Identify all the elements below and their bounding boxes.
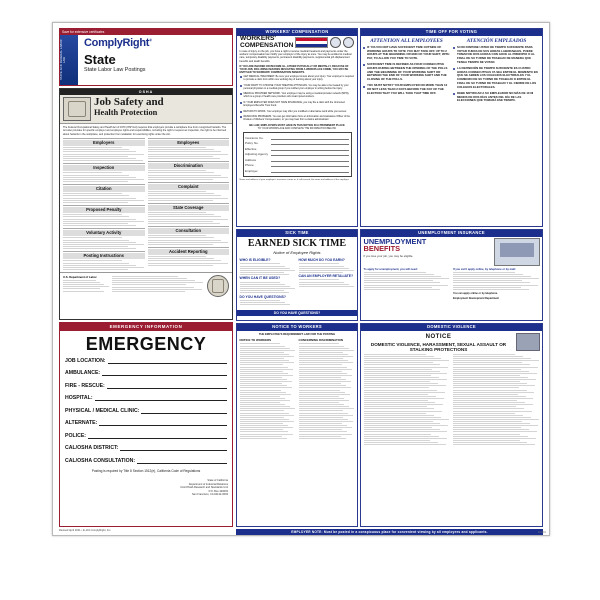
domestic-violence-header: DOMESTIC VIOLENCE	[361, 324, 542, 331]
state-seal-icon	[330, 37, 341, 48]
workers-comp-field[interactable]	[245, 169, 349, 173]
emergency-credit-line: CAL/OSHA Research and Standards Unit	[180, 486, 228, 490]
emergency-footnote: Posting is required by Title 8 Section 1512(e), California Code of Regulations	[91, 469, 201, 474]
workers-comp-bullet	[240, 115, 355, 121]
agency-seal-icon	[343, 37, 354, 48]
workers-comp-q1: IF YOU ARE INJURED OR BECOME ILL, EITHER PHYSICALLY OR MENTALLY, BECAUSE OF YOUR JOB, INCLUDING INJURIES RESULTING FROM A WORKPLACE CRIME, YOU MAY BE ENTITLED TO WORKERS' COMPENSATION BENEFITS.	[239, 64, 349, 74]
voting-bullet-text: DEBE NOTIFICAR A SU EMPLEADOR NO MÁS DE 10 NI MENOS DE DOS DÍAS ANTES DEL DÍA DE LAS ELECCIONES QUE TOMARÁ ESE TIEMPO.	[457, 90, 534, 103]
earned-sick-time-panel	[236, 229, 358, 321]
workers-comp-field[interactable]	[245, 152, 349, 156]
workers-comp-fields[interactable]	[243, 132, 352, 177]
emergency-field-label: CAL/OSHA CONSULTATION:	[65, 457, 136, 464]
osha-section	[63, 138, 145, 163]
osha-panel	[59, 88, 233, 320]
bullet-dot-icon	[453, 47, 455, 49]
bullet-dot-icon	[240, 111, 242, 113]
unemployment-photo	[494, 238, 540, 266]
voting-bullet-text: SUFFICIENT TIME IS DEFINED AS FOUR CONSECUTIVE HOURS DURING BETWEEN THE OPENING OF THE POLLS AND THE BEGINNING OF YOUR WORKING SHIFT OR BETWEEN THE END OF YOUR WORKING SHIFT AND THE CLOSING OF THE POLLS.	[367, 62, 448, 82]
osha-footer-left-lines	[63, 280, 109, 291]
unemployment-title-line1: UNEMPLOYMENT	[363, 236, 427, 246]
sick-time-subtitle: Notice of Employee Rights	[273, 249, 321, 255]
voting-bullet-text: LA DEFINICIÓN DE TIEMPO SUFICIENTE ES CUATRO HORAS CONSECUTIVAS YA SEA ENTRE EL MOMENTO EN QUE SE ABREN LOS COLEGIOS ELECTORALES Y EL COMIENZO DE SU TURNO DE TRABAJO O ENTRE EL FINAL DE SU TURNO DE TRABAJO Y EL CIERRE DE LOS COLEGIOS ELECTORALES.	[457, 65, 538, 89]
osha-section	[148, 247, 230, 268]
osha-footer-title: U.S. Department of Labor	[63, 274, 97, 279]
unemployment-title-line2: BENEFITS	[363, 244, 401, 254]
workers-comp-field-input[interactable]	[271, 163, 349, 167]
emergency-field-label: POLICE:	[65, 432, 87, 439]
osha-section	[148, 138, 230, 161]
us-flag-icon	[295, 37, 328, 48]
workers-comp-claims-sub: TO YOUR WORKPLACE AND COMPLETE THE INFORMATION BELOW:	[257, 126, 337, 130]
sick-time-title: EARNED SICK TIME	[247, 237, 347, 249]
sick-time-question: WHEN CAN IT BE USED?	[239, 276, 281, 281]
poster-spine-label: STATE AND FEDERAL LABOR LAW	[60, 35, 78, 85]
time-off-voting-header: TIME OFF FOR VOTING	[361, 29, 542, 36]
emergency-field-row[interactable]	[65, 357, 227, 364]
workers-comp-bullet-text: GET MEDICAL TREATMENT. Be sure your employer knows about your injury. Your employer is required to provide a claim form within one working day of learning about your injury.	[243, 74, 354, 81]
workers-comp-bullet-text: RESOLVING PROBLEMS. You can get information from an Information and Assistance Officer of the Division of Workers' Compensation, or you may hear from a claims administrator.	[243, 115, 350, 122]
domestic-violence-notice: NOTICE	[425, 333, 452, 340]
sick-time-columns	[240, 257, 355, 306]
voting-bullet-es	[453, 92, 540, 103]
workers-comp-field[interactable]	[245, 158, 349, 162]
sick-time-question: CAN AN EMPLOYER RETALIATE?	[298, 274, 354, 279]
emergency-field-row[interactable]	[65, 394, 227, 401]
workers-comp-title-line2: COMPENSATION	[240, 41, 294, 49]
time-off-for-voting-panel	[360, 28, 543, 227]
bullet-dot-icon	[240, 102, 242, 104]
emergency-field-label: FIRE - RESCUE:	[65, 382, 105, 389]
bullet-dot-icon	[240, 93, 242, 95]
voting-right-title: ATENCIÓN EMPLEADOS	[466, 37, 527, 44]
emergency-field-row[interactable]	[65, 419, 227, 426]
voting-bullet-en	[363, 84, 450, 95]
bullet-dot-icon	[240, 116, 242, 118]
osha-section-title: Employees	[148, 140, 230, 146]
workers-comp-bullet-text: YOUR RIGHT TO CHOOSE YOUR TREATING PHYSICIAN. You may be able to be treated by your personal physician or a medical group if you notified your employer in writing before the injury.	[243, 83, 349, 90]
employer-note-footer: EMPLOYER NOTE: Must be posted in a conspicuous place for convenient viewing by all employees and applicants.	[236, 529, 543, 536]
osha-section	[148, 161, 230, 182]
emergency-credit-line: P.O. Box 420603	[208, 489, 228, 493]
poster-subtitle: State Labor Law Postings	[84, 67, 146, 74]
osha-section	[148, 182, 230, 203]
osha-section-title: Posting Instructions	[63, 253, 145, 259]
emergency-credit-line: San Francisco, CA 94142-0603	[191, 492, 228, 496]
bullet-dot-icon	[240, 76, 242, 78]
workers-comp-bullets	[240, 75, 355, 121]
voting-bullet-text: SI NO DISPONE USTED DE TIEMPO SUFICIENTE PARA VOTAR FUERA DE SUS HORAS LABORABLES, PUEDE TOMAR DE DOS HORAS CON GOCE AL PRINCIPIO O AL FINAL DE SU TURNO DE TRABAJO DE MANERA QUE TENGA TIEMPO DE VOTAR.	[457, 44, 535, 64]
sick-time-question: HOW MUCH DO YOU EARN?	[298, 258, 345, 263]
osha-section-title: Citation	[63, 186, 145, 192]
voting-bullet-text: YOU MUST NOTIFY YOUR EMPLOYER NO MORE THAN 10 OR NOT LESS THAN 2 DAYS BEFORE THE DAY OF THE ELECTION THAT YOU WILL TAKE THAT TIME OFF.	[367, 83, 448, 95]
poster-state-title: State	[84, 51, 116, 67]
osha-section-title: Accident Reporting	[148, 249, 230, 255]
osha-section-title: Employers	[63, 140, 145, 146]
workers-comp-field-input[interactable]	[271, 147, 349, 151]
workers-comp-bullet	[240, 84, 355, 90]
workers-comp-bullet	[240, 101, 355, 107]
osha-section-title: Complaint	[148, 184, 230, 190]
osha-section	[63, 205, 145, 228]
emergency-field-input[interactable]	[141, 407, 227, 414]
workers-comp-field[interactable]	[245, 136, 349, 140]
osha-section-title: Voluntary Activity	[63, 230, 145, 236]
domestic-violence-col2	[453, 353, 540, 446]
osha-section-title: Consultation	[148, 228, 230, 234]
sick-time-block	[299, 258, 355, 272]
emergency-field-input[interactable]	[120, 444, 227, 451]
emergency-field-label: AMBULANCE:	[65, 370, 101, 377]
emergency-panel	[59, 322, 233, 527]
unemployment-footer: Employment Development Department	[453, 296, 499, 300]
workers-comp-bullet	[240, 75, 355, 81]
emergency-field-input[interactable]	[95, 394, 227, 401]
emergency-field-row[interactable]	[65, 407, 227, 414]
voting-bullet-en	[363, 63, 450, 82]
labor-law-poster	[52, 22, 550, 536]
domestic-violence-panel	[360, 323, 543, 527]
workers-comp-field-label: Adjusting Agency	[245, 152, 269, 157]
sick-time-question: DO YOU HAVE QUESTIONS?	[239, 294, 286, 299]
domestic-violence-col1	[364, 353, 451, 446]
bullet-dot-icon	[240, 85, 242, 87]
workers-comp-field-label: Address	[245, 157, 257, 162]
emergency-field-label: JOB LOCATION:	[65, 357, 106, 364]
osha-section	[63, 184, 145, 205]
registered-mark-icon: ®	[149, 36, 152, 42]
emergency-field-label: HOSPITAL:	[65, 395, 93, 402]
workers-comp-field[interactable]	[245, 141, 349, 145]
osha-section-title: State Coverage	[148, 205, 230, 211]
workers-comp-title-line1: WORKERS'	[240, 35, 277, 43]
osha-section-title: Proposed Penalty	[63, 207, 145, 213]
osha-intro: The Federal Occupational Safety and Health Act of 1970 (OSH Act) requires that employers provide a workplace free from recognized hazards. The Act also provides for specific employer and employee rights and responsibilities, including the right to request an inspection, the right to be informed about hazards in the workplace, and protection from retaliation for exercising rights under the Act.	[63, 126, 227, 136]
emergency-field-input[interactable]	[107, 382, 227, 389]
emergency-field-input[interactable]	[108, 357, 227, 364]
workers-comp-field-input[interactable]	[271, 158, 349, 162]
sick-time-header: SICK TIME	[237, 230, 357, 237]
voting-left-title: ATTENTION ALL EMPLOYEES	[370, 37, 443, 44]
emergency-field-row[interactable]	[65, 444, 227, 451]
workers-comp-field-label: Phone	[245, 163, 254, 168]
osha-round-seal-icon	[207, 275, 229, 297]
workers-comp-intro: In case of injury on the job, you have a right to receive medical treatment and payments under the workers' compensation law. Notify your employer of the injury at once. You may be entitled to medical care, temporary disability payments, permanent disability payments, supplemental job displacement benefits and death benefits.	[239, 49, 352, 63]
revision-footer: Revised April 2021 • E-101 ComplyRight, Inc.	[59, 529, 112, 532]
emergency-title: EMERGENCY	[85, 333, 207, 354]
workers-comp-header: WORKERS' COMPENSATION	[237, 29, 357, 36]
workers-comp-bullet	[240, 92, 355, 98]
workers-comp-field-input[interactable]	[271, 141, 349, 145]
sick-time-block	[299, 274, 355, 286]
emergency-field-row[interactable]	[65, 369, 227, 376]
emergency-credit-line: Department of Industrial Relations	[188, 482, 228, 486]
voting-bullet-en	[363, 46, 450, 61]
domestic-violence-title: DOMESTIC VIOLENCE, HARASSMENT, SEXUAL ASSAULT OR STALKING PROTECTIONS	[370, 341, 507, 352]
emergency-field-row[interactable]	[65, 457, 227, 464]
workers-comp-bullet-text: IF YOUR EMPLOYER DOES NOT HAVE INSURANCE, you may file a claim with the Uninsured Employers Benefits Trust Fund.	[243, 100, 345, 107]
workers-comp-field-input[interactable]	[271, 169, 349, 173]
voting-left-bullets	[363, 46, 450, 96]
unemployment-header: UNEMPLOYMENT INSURANCE	[361, 230, 542, 237]
document-code: E-0001	[538, 531, 546, 534]
osha-section	[148, 226, 230, 247]
emergency-field-input[interactable]	[137, 457, 227, 464]
osha-header: OSHA	[60, 89, 232, 95]
sick-time-block	[240, 258, 296, 275]
dol-seal-icon	[63, 97, 91, 121]
workers-comp-field-input[interactable]	[271, 136, 349, 140]
emergency-field-label: PHYSICAL / MEDICAL CLINIC:	[65, 407, 140, 414]
unemployment-right-lines	[453, 272, 540, 290]
unemployment-notice-title: You can apply online or by telephone.	[453, 291, 498, 295]
emergency-credit	[64, 479, 228, 496]
workers-comp-field[interactable]	[245, 147, 349, 151]
workers-compensation-panel	[236, 28, 358, 227]
sick-time-question: WHO IS ELIGIBLE?	[239, 258, 271, 263]
osha-title-line1: Job Safety and	[94, 96, 164, 108]
bullet-dot-icon	[363, 47, 365, 49]
voting-right-bullets	[453, 46, 540, 103]
osha-section	[63, 228, 145, 251]
notice-to-workers-panel	[236, 323, 358, 527]
bullet-dot-icon	[363, 86, 365, 88]
unemployment-right-title: If you can't apply online, by telephone or by mail:	[453, 267, 516, 271]
workers-comp-footer: Name and address of your employer's insurance carrier or, if self-insured, the name and address of the employer.	[239, 178, 350, 181]
brand-top-strip: Save for extensive certificates	[60, 29, 232, 35]
bullet-dot-icon	[453, 68, 455, 70]
workers-comp-bullet-text: MEDICAL PROVIDER NETWORK. Your employer may be using a medical provider network (MPN), which is a group of health care providers who treat injured workers.	[243, 92, 350, 99]
workers-comp-bullet	[240, 110, 355, 113]
osha-title-line2: Health Protection	[94, 108, 158, 117]
emergency-field-row[interactable]	[65, 432, 227, 439]
emergency-field-input[interactable]	[88, 432, 227, 439]
workers-comp-field-label: Effective	[245, 146, 257, 151]
workers-comp-field-label: Insurance Co.	[245, 135, 264, 140]
emergency-field-label: CAL/OSHA DISTRICT:	[65, 445, 119, 452]
bullet-dot-icon	[363, 64, 365, 66]
osha-section-title: Discrimination	[148, 163, 230, 169]
voting-bullet-es	[453, 46, 540, 65]
workers-comp-field-label: Employer	[245, 168, 258, 173]
domestic-violence-photo	[516, 333, 540, 351]
workers-comp-claims-title: BE LAW, EMPLOYERS MUST HAVE IN THIS NOTICE IN A PROMINENT PLACE	[249, 123, 345, 127]
emergency-credit-line: State of California	[207, 479, 228, 483]
unemployment-subtitle: If you lose your job, you may be eligible.	[363, 253, 414, 258]
notice-to-workers-title: THE EMPLOYEE'S REQUIREMENT LAW FOR THE POSTING	[258, 332, 336, 336]
sick-time-block	[240, 295, 296, 305]
notice-to-workers-header: NOTICE TO WORKERS	[237, 324, 357, 331]
emergency-field-row[interactable]	[65, 382, 227, 389]
emergency-header: EMERGENCY INFORMATION	[60, 323, 232, 331]
notice-col2-title: CONCERNING DISCRIMINATION	[298, 338, 343, 343]
workers-comp-field-input[interactable]	[271, 152, 349, 156]
osha-section-title: Inspection	[63, 165, 145, 171]
notice-col2-lines	[299, 343, 355, 438]
sick-time-band: DO YOU HAVE QUESTIONS?	[237, 310, 357, 316]
workers-comp-field[interactable]	[245, 163, 349, 167]
voting-bullet-text: IF YOU DO NOT HAVE SUFFICIENT TIME OUTSIDE OF WORKING HOURS TO VOTE YOU MAY TAKE OFF UP TO 2 HOURS AT THE BEGINNING OR END OF YOUR SHIFT, WITH PAY, TO ALLOW YOU TIME TO VOTE.	[367, 44, 450, 61]
unemployment-left-title: To apply for unemployment, you will need:	[363, 267, 418, 271]
unemployment-insurance-panel	[360, 229, 543, 321]
voting-bullet-es	[453, 67, 540, 89]
brand-header	[59, 28, 233, 86]
emergency-field-label: ALTERNATE:	[65, 420, 98, 427]
osha-section	[63, 163, 145, 184]
osha-sections	[60, 138, 232, 272]
bullet-dot-icon	[453, 93, 455, 95]
workers-comp-bullet-text: RETURN TO WORK. Your employer may offer you modified or alternative work while you recover.	[243, 109, 347, 113]
complyright-logo: ComplyRight®	[84, 36, 152, 49]
emergency-fields	[60, 357, 232, 464]
emergency-field-input[interactable]	[102, 369, 227, 376]
notice-col1-lines	[240, 343, 296, 438]
emergency-field-input[interactable]	[99, 419, 227, 426]
sick-time-block	[240, 276, 296, 293]
osha-footer-right-lines	[112, 275, 204, 297]
unemployment-left-lines	[364, 272, 451, 290]
osha-section	[148, 203, 230, 226]
osha-section	[63, 251, 145, 272]
workers-comp-field-label: Policy No.	[245, 141, 259, 146]
notice-col1-title: NOTICE TO WORKERS	[239, 338, 272, 343]
